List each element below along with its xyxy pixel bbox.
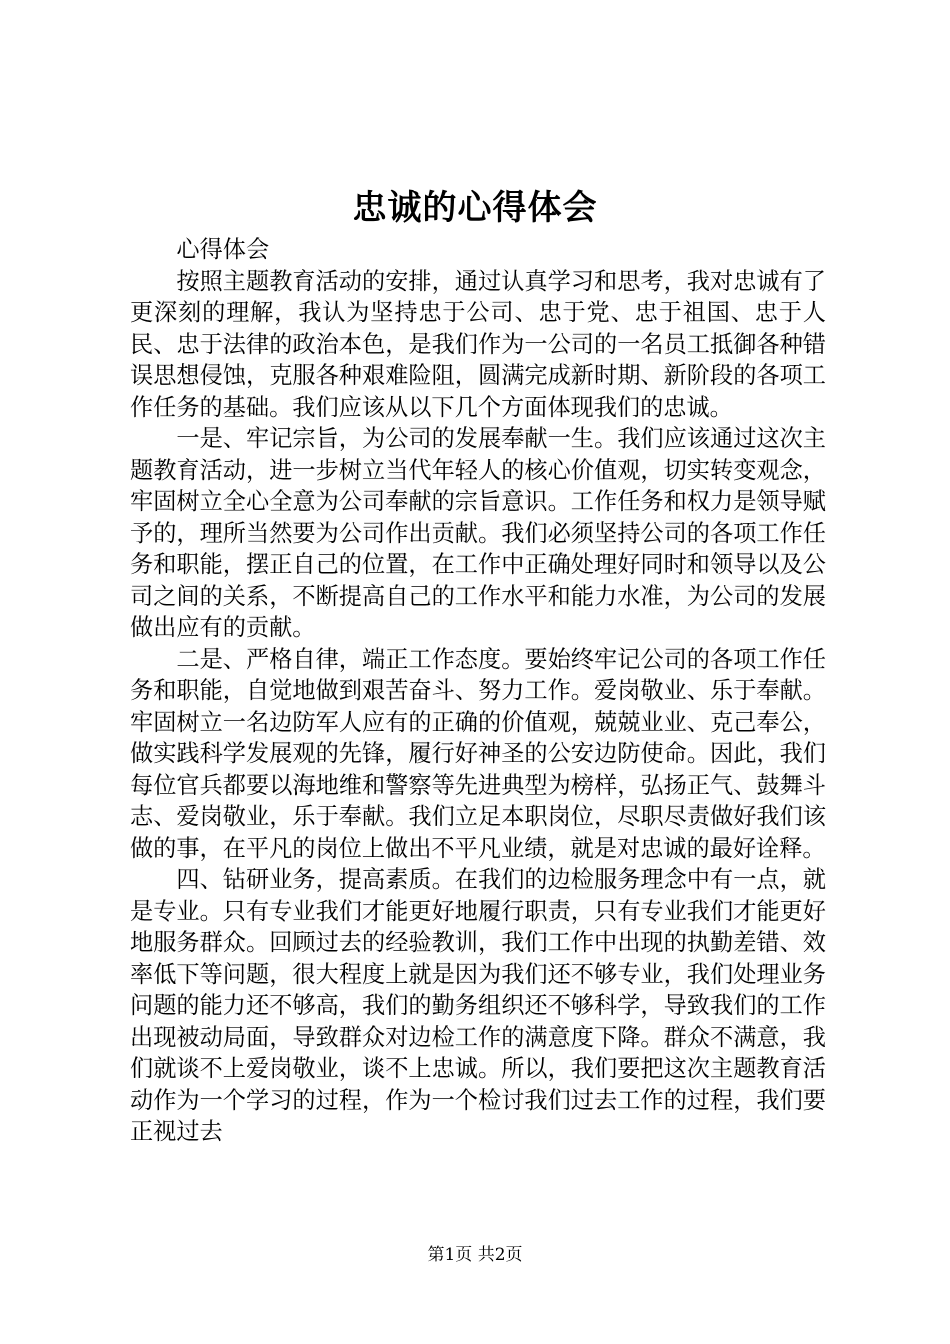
paragraph: 二是、严格自律，端正工作态度。要始终牢记公司的各项工作任务和职能，自觉地做到艰苦奋斗、努力工作。爱岗敬业、乐于奉献。牢固树立一名边防军人应有的正确的价值观，兢兢业业、克己奉公，做实践科学发展观的先锋，履行好神圣的公安边防使命。因此，我们每位官兵都要以海地维和警察等先进典型为榜样，弘扬正气、鼓舞斗志、爱岗敬业，乐于奉献。我们立足本职岗位，尽职尽责做好我们该做的事，在平凡的岗位上做出不平凡业绩，就是对忠诚的最好诠释。: [130, 645, 826, 862]
document-body: [130, 234, 826, 1148]
page-number-footer: 第1页 共2页: [427, 1245, 523, 1265]
paragraph-heading: 心得体会: [176, 236, 270, 263]
paragraph: 四、钻研业务，提高素质。在我们的边检服务理念中有一点，就是专业。只有专业我们才能更好地履行职责，只有专业我们才能更好地服务群众。回顾过去的经验教训，我们工作中出现的执勤差错、效率低下等问题，很大程度上就是因为我们还不够专业，我们处理业务问题的能力还不够高，我们的勤务组织还不够科学，导致我们的工作出现被动局面，导致群众对边检工作的满意度下降。群众不满意，我们就谈不上爱岗敬业，谈不上忠诚。所以，我们要把这次主题教育活动作为一个学习的过程，作为一个检讨我们过去工作的过程，我们要正视过去: [130, 866, 826, 1145]
paragraph: 按照主题教育活动的安排，通过认真学习和思考，我对忠诚有了更深刻的理解，我认为坚持忠于公司、忠于党、忠于祖国、忠于人民、忠于法律的政治本色，是我们作为一公司的一名员工抵御各种错误思想侵蚀，克服各种艰难险阻，圆满完成新时期、新阶段的各项工作任务的基础。我们应该从以下几个方面体现我们的忠诚。: [130, 267, 826, 421]
document-title: 忠诚的心得体会: [352, 188, 598, 228]
paragraph: 一是、牢记宗旨，为公司的发展奉献一生。我们应该通过这次主题教育活动，进一步树立当代年轻人的核心价值观，切实转变观念，牢固树立全心全意为公司奉献的宗旨意识。工作任务和权力是领导赋予的，理所当然要为公司作出贡献。我们必须坚持公司的各项工作任务和职能，摆正自己的位置，在工作中正确处理好同时和领导以及公司之间的关系，不断提高自己的工作水平和能力水准，为公司的发展做出应有的贡献。: [130, 425, 826, 641]
